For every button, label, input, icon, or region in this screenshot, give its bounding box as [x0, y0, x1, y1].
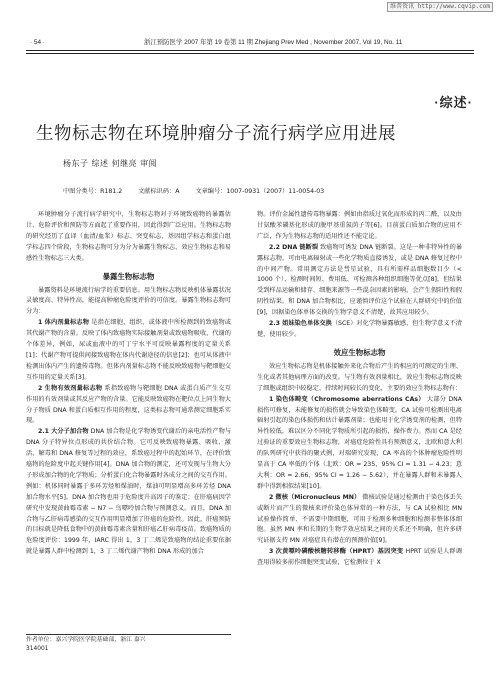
- document-code: 文献标识码：A: [138, 188, 180, 195]
- paragraph-text: （SCE）对化学物暴露敏感，但生物学意义不清楚，使用较少。: [257, 320, 462, 338]
- right-column: [257, 210, 462, 569]
- paragraph: [257, 319, 462, 341]
- running-header: [26, 37, 474, 49]
- intro-paragraph: 环境肿瘤分子流行病学研究中，生物标志物对于环境致癌物的暴露估计、危险评价和预防等方面起了重要作用，因此得到广泛应用。生物标志物的研究经历了直译（血清/血浆）标志、突变标志、基因组学标志和蛋白组学标志四个阶段，生物标志物可分为分为暴露生物标志、效应生物标志和易感性生物标志三大类。: [26, 211, 231, 262]
- header-rule-thin: [26, 53, 474, 54]
- footnote-rule: [26, 634, 231, 635]
- paragraph: [257, 395, 462, 493]
- paragraph: 物。评价金属性遗传毒物暴露：例如由指质过氧化而形成的丙二醛，以及由甘氨酸苯磷基化形成的脱甲基重氮荫子等[6]。目前蛋白质加合物的应用不广泛，作为生物标志物的适用性还不能定论。: [257, 211, 462, 240]
- subheading: 2.3 姐妹染色单体交换: [269, 320, 332, 328]
- subheading: 2 微核（Micronucleus MN）: [269, 493, 361, 501]
- paragraph: [26, 427, 231, 558]
- paragraph-text: 是指在细胞、组织、或体液中所检测到的致癌物或其代谢产物的含量。反映了体内致癌物实际接触剂量或致癌物吸收、代谢的个体差异，例如，尿或血液中的可丁宁水平可反映暴露程度的定量关系[1]；代谢产物可提供间接致癌物在体内代谢途径的信息[2]；也可从体液中检测出体内产生的遗传毒物。但体内剂量标志物不能反映致癌物与靶细胞交互作用的定量关系[3]。: [26, 319, 231, 381]
- postal-code: 314001: [26, 646, 49, 652]
- article-number: 文章编号：1007-0931（2007）11-0054-03: [195, 188, 325, 195]
- section-heading-exposure: 暴露生物标志物: [102, 271, 155, 281]
- footnote: [26, 636, 231, 654]
- left-column: [26, 210, 231, 558]
- page-number: · 54 ·: [30, 39, 45, 46]
- subheading: 3 次黄嘌呤磷酸核糖转移酶（HPRT）基因突变: [269, 548, 404, 556]
- paragraph: [26, 384, 231, 428]
- paragraph: 效应生物标志物是机体接触外来化合物后产生的相应的可测定的生理、生化或者其他病理方面的改变。与生物有效剂量相比，效应生物标志物反映了细胞或组织中较稳定、持续时间较长的变化，主要的效应生物标志物有：: [257, 362, 462, 392]
- article-title: 生物标志物在环境肿瘤分子流行病学应用进展: [36, 124, 396, 144]
- journal-line: 浙江预防医学 2007 年第 19 卷第 11 期 Zhejiang Prev Med , November 2007, Vol 19, No. 11: [144, 39, 403, 46]
- clc-number: 中图分类号：R181.2: [63, 188, 123, 195]
- paragraph: [257, 547, 462, 569]
- header-rule: [26, 50, 474, 51]
- subheading: 2.1 大分子加合物: [38, 428, 89, 436]
- authors: 杨东子 综述 何继亮 审阅: [63, 159, 158, 168]
- subheading: 2.2 DNA 链断裂: [269, 243, 319, 251]
- subheading: 1 染色体畸变（Chromosome aberrations CAs）: [269, 395, 425, 403]
- watermark: 维普资讯 http://www.cqvip.com: [387, 2, 493, 12]
- subheading: 2 生物有效剂量标志物: [38, 384, 103, 392]
- column-heading: ·综述·: [434, 95, 473, 110]
- section-heading-effect: 效应生物标志物: [333, 347, 386, 357]
- paragraph: [257, 243, 462, 319]
- paragraph-text: 大部分 DNA 损伤可修复，未能修复的损伤就会导致染色体畸变。CA 试验可检测出电离辐射引起的染色体损伤和估计暴露剂量；也能用于化学诱变剂的检测，但特异性较低，难以区分不同化学物质所引起的损伤，操作费力。然而 CA 是经过验证的重要效应生物标志物，对癌症危险性具有预测意义，北欧和意大利的队列研究中获得的聚式例，对瑞研究发现，CA 率高的个体肿瘤危险性明显高于 CA 率低的个体（北欧：OR = 235，95% CI = 1.31 − 4.23；意大利：OR = 2.66，95% CI = 1.26 − 5.62），并在暴露人群和未暴露人群中得到相似结果[10]。: [257, 395, 462, 490]
- paragraph-text: HPRT 试验是人群调查用得较多前作细胞突变试验，它检测位于 X: [257, 548, 462, 567]
- article-meta: [63, 186, 338, 195]
- paragraph-text: 微核试验是通过检测由于染色体丢失或断片而产生的微核来评价染色体异常的一种方法，与 CA 试验相比 MN 试验操作简单、不需要中期细胞，可用于检测多种细胞和检测非整体体细胞。虽然 MN 率和长期的生物学效应结果之间的关系还不明确，但许多研究证据支持 MN 对癌症具有潜在的预测价值[9]。: [257, 493, 463, 545]
- paragraph: [257, 493, 462, 548]
- author-affiliation: 作者单位：嘉兴学院医学院基础部，浙江 嘉兴: [26, 637, 146, 643]
- paragraph-text: 系指致癌物与靶细胞 DNA 或蛋白质产生交互作用的有效剂量或其反应产物的含量。它能反映致癌物在靶位点上同生物大分子物质 DNA 和蛋白质相互作用的程度，这类标志物可通常测定细胞系实现。: [26, 384, 232, 425]
- subheading: 1 体内剂量标志物: [38, 319, 90, 327]
- paragraph-text: DNA 加合物是化学物诱变代谢后的亲电活性产物与 DNA 分子特异位点形成的共价结合物。它可反映致癌物暴露、吸收、激活、解毒和 DNA 修复等过程的效应，系致癌过程中的起始环节，在评价致癌物的危险度中起关键作用[4]。DNA 加合物的测定，还可发现与生物大分子形成加合物的化学物质；分析蛋白化合物暴露时各成分之间的交互作用。例如：机体同时暴露于多环芳烃和煤油时，煤油可明显增高多环芳烃 DNA 加合物水平[5]。DNA 加合物也用于危险度升高因子的鉴定；在肝癌病因学研究中发现黄曲霉毒素 − N7 − 鸟嘌呤加合物与预测意义。而且，DNA 加合物与乙肝病毒感染的交互作用明显增加了肝癌的危险性。因此，肝癌预防的目标就是降低食物中的黄曲霉毒素含量和肝癌乙肝病毒疫苗。致癌物质的危险度评价：1999 年，IARC 得出 1，3 丁二烯是致癌物的结论重要依据就是暴露人群中检测到 1，3 丁二烯代谢产物和 DNA 形成的加合: [26, 428, 232, 556]
- paragraph: [26, 318, 231, 383]
- paragraph: 暴露资料是环境流行病学的重要信息。用生物标志物反映机体暴露状况灵敏度高、特异性高，能提高肿瘤危险度评价的可信度。暴露生物标志物可分为：: [26, 286, 231, 316]
- paragraph-text: 致癌物可诱发 DNA 链断裂。这是一种非特异性的暴露标志物，可由电离辐射或一些化学物质直接诱发，或是 DNA 修复过程中的中间产物。常用测定方法是彗星试验，具有所需样品细胞数目少（< 1000 个）、检测时间短、费用低、可检测各种组织细胞等优点[8]，但结果受到样品运输和储存、细胞来源等一些混杂因素的影响，会产生假阳性和假阴性结果。和 DNA 加合物相比，应谨慎评价这个试验在人群研究中的价值[9]，因据染色体单体交换的生物学意义不清楚，故其应用较少。: [257, 243, 463, 317]
